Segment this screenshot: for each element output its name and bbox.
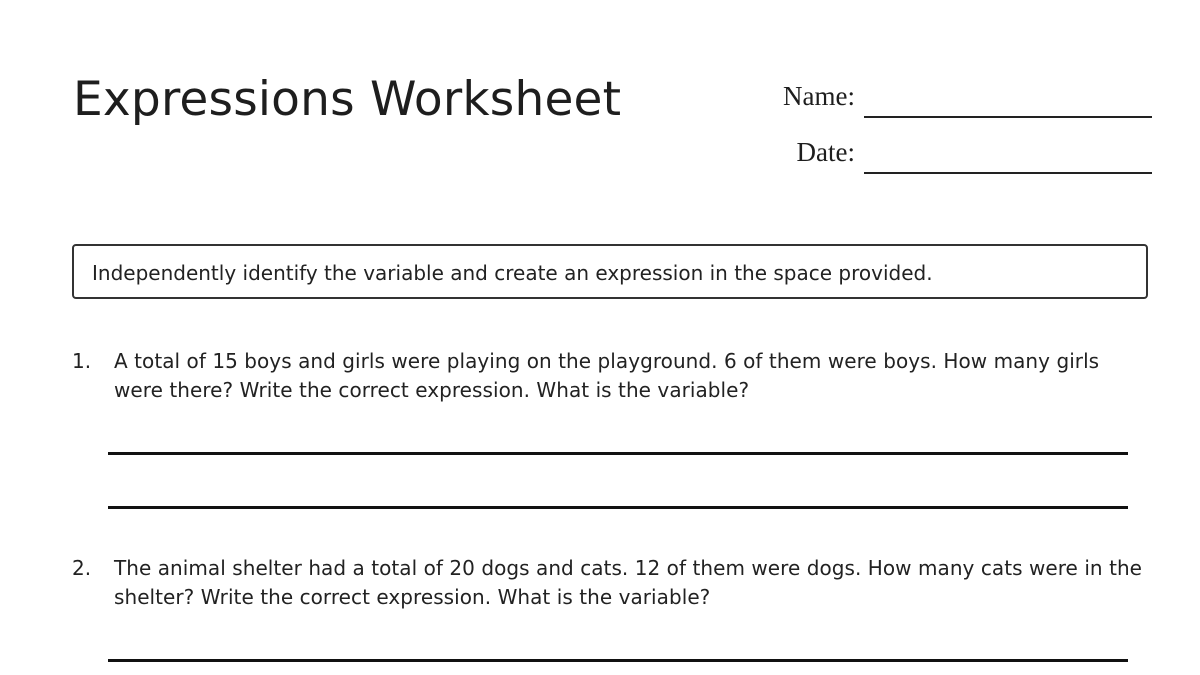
date-blank-line[interactable] — [864, 172, 1152, 174]
instructions-text: Independently identify the variable and create an expression in the space provided. — [92, 261, 933, 285]
question-number: 1. — [72, 349, 92, 373]
answer-line-1b[interactable] — [108, 506, 1128, 509]
instructions-box — [72, 244, 1148, 299]
answer-line-2a[interactable] — [108, 659, 1128, 662]
question-text: A total of 15 boys and girls were playing on the playground. 6 of them were boys. How many girls were there? Write the correct expression. What is the variable? — [114, 349, 1100, 402]
question-text: The animal shelter had a total of 20 dogs and cats. 12 of them were dogs. How many cats were in the shelter? Write the correct expression. What is the variable? — [114, 556, 1143, 609]
name-blank-line[interactable] — [864, 116, 1152, 118]
date-field — [760, 134, 1152, 174]
worksheet-title: Expressions Worksheet — [73, 72, 622, 127]
name-label: Name: — [783, 81, 855, 111]
name-field — [760, 78, 1152, 118]
question-number: 2. — [72, 556, 92, 580]
date-label: Date: — [796, 137, 855, 167]
answer-line-1a[interactable] — [108, 452, 1128, 455]
